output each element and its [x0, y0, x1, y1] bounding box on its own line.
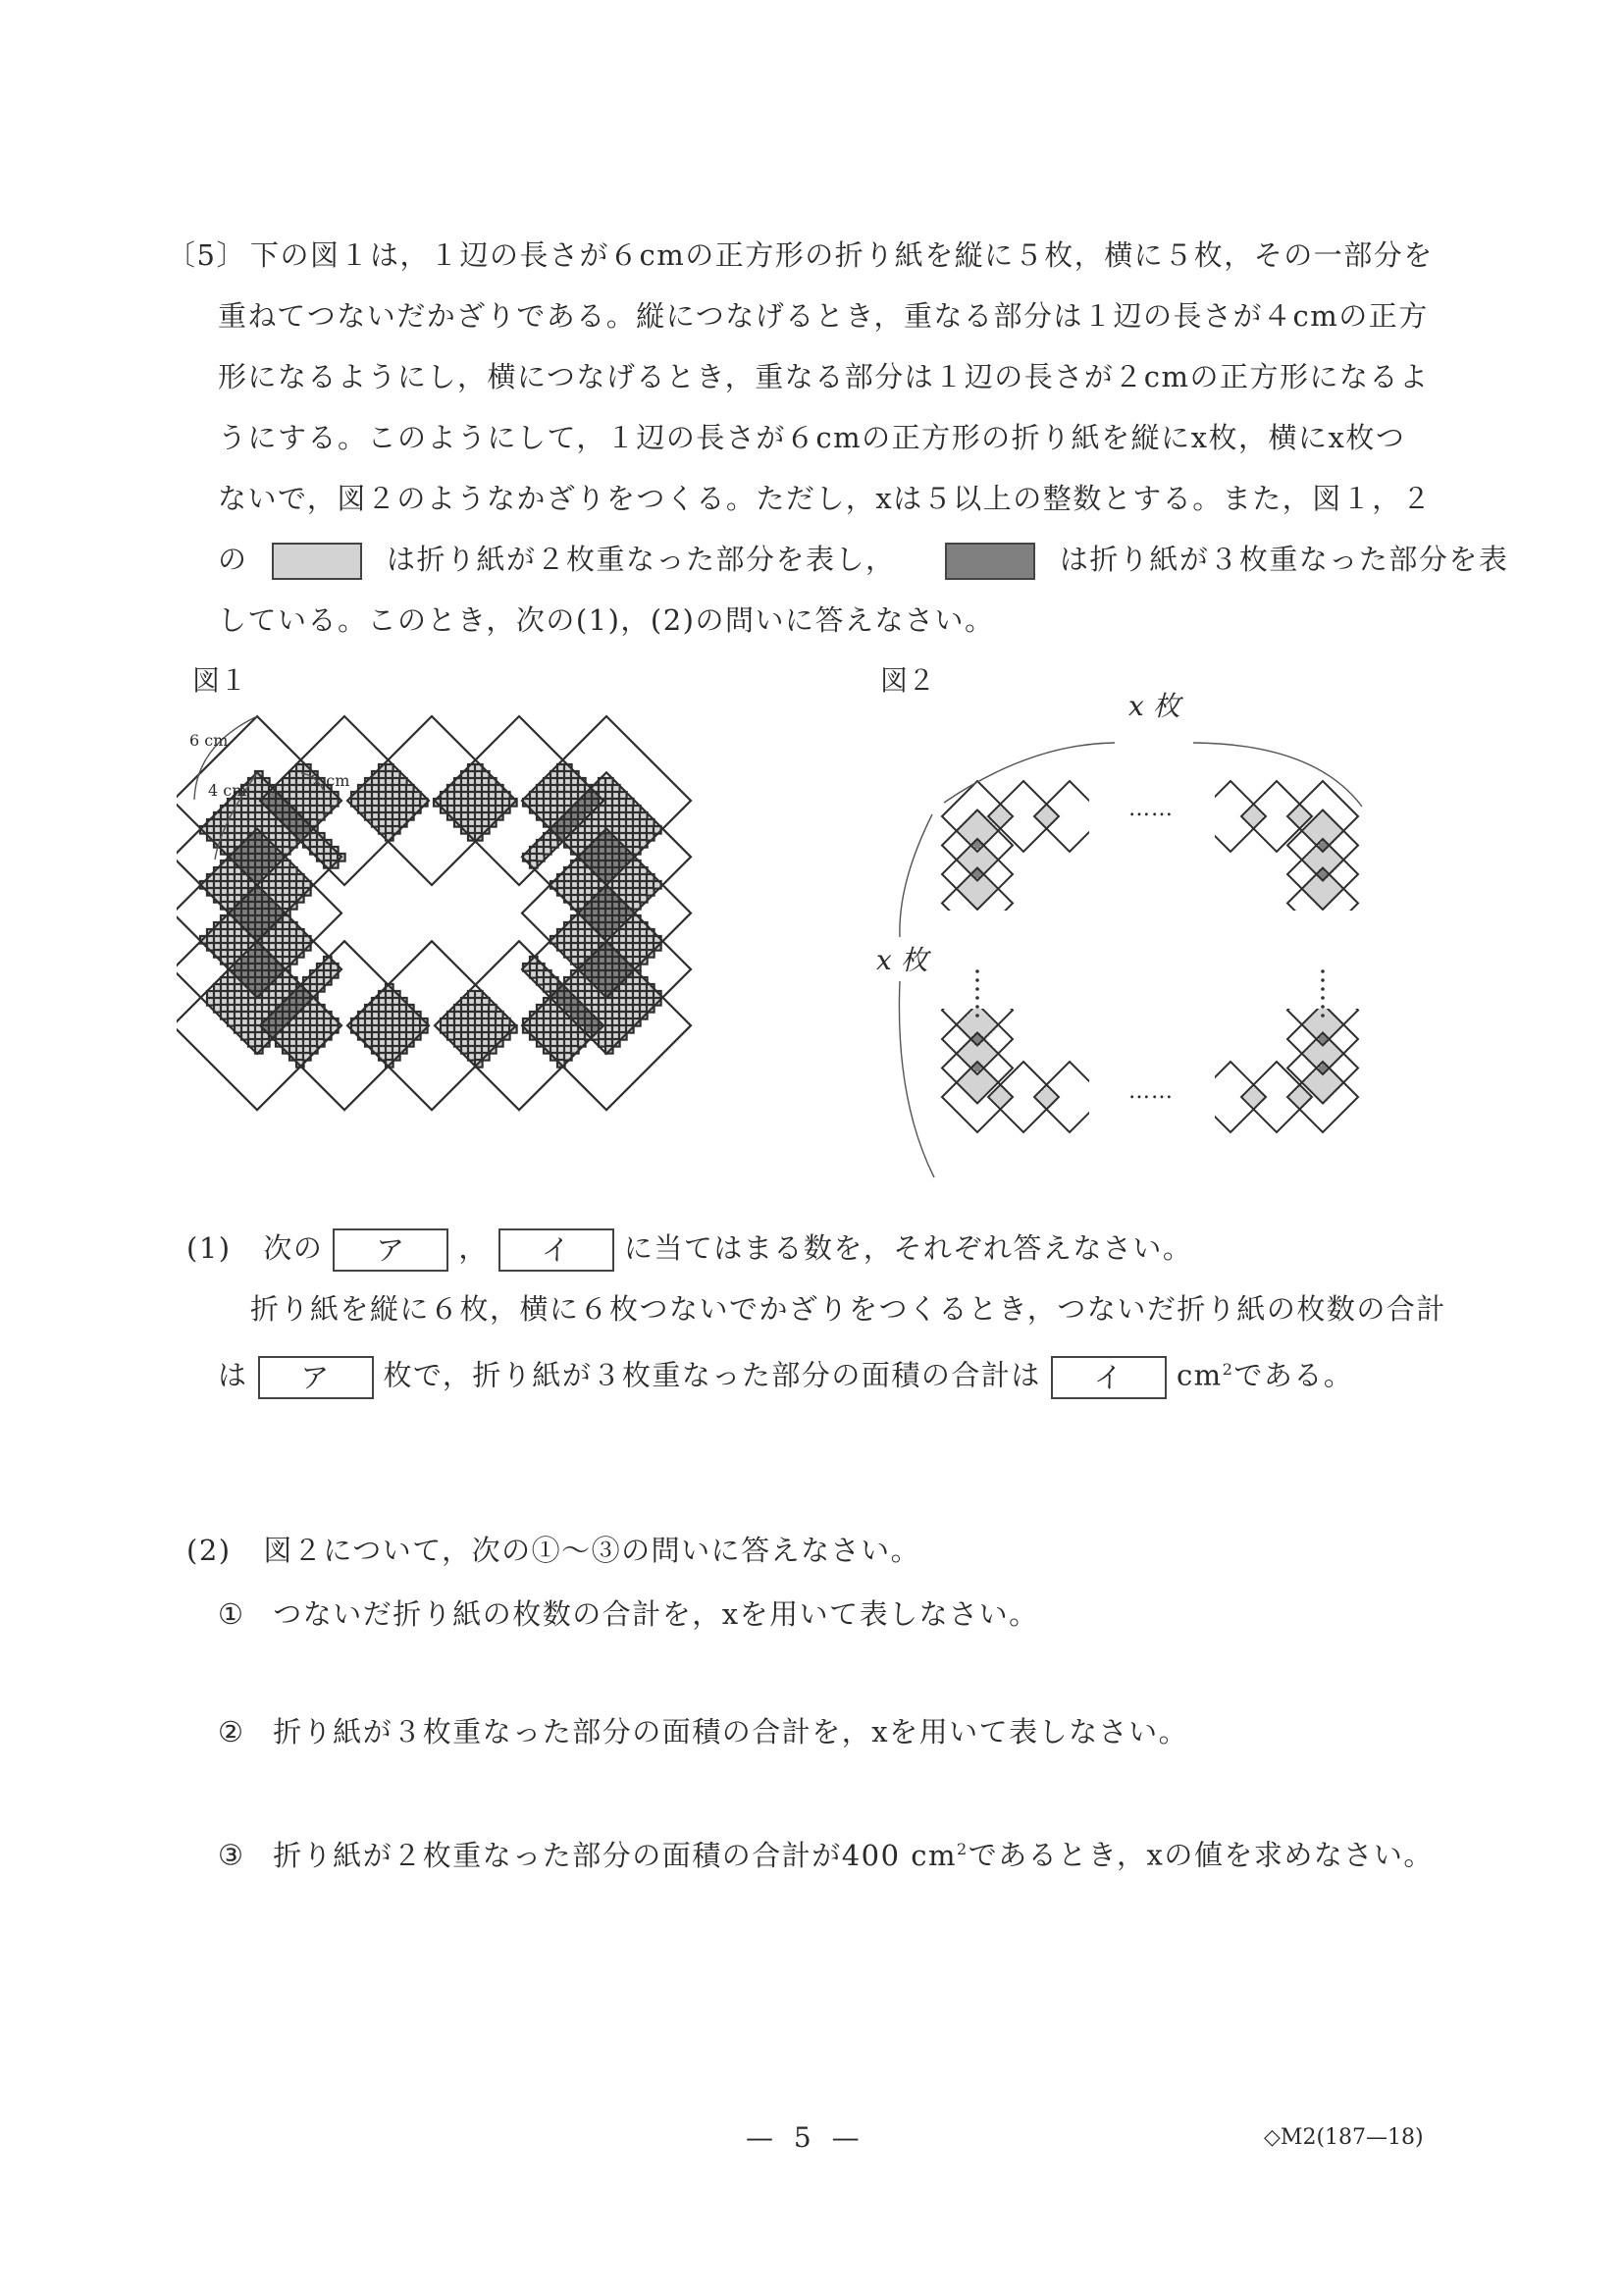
problem-number: 〔5〕 — [167, 238, 246, 272]
q2-item-1-mark: ① — [218, 1597, 245, 1631]
fig1-label-4cm: 4 cm — [208, 781, 247, 800]
q1-line3-pre: は — [218, 1358, 248, 1392]
answer-box-i[interactable]: イ — [498, 1228, 614, 1272]
intro-line-2: 重ねてつないだかざりである。縦につなげるとき，重なる部分は１辺の長さが４cmの正方 — [218, 299, 1429, 333]
q1-line-2: 折り紙を縦に６枚，横に６枚つないでかざりをつくるとき，つないだ折り紙の枚数の合計 — [250, 1292, 1446, 1326]
q1-lead: 次の — [263, 1231, 324, 1265]
q2-lead-line — [186, 1531, 920, 1570]
intro-line-3: 形になるようにし，横につなげるとき，重なる部分は１辺の長さが２cmの正方形になるよ — [218, 360, 1430, 393]
q2-item-2-mark: ② — [218, 1715, 245, 1748]
figure2-diagram — [864, 687, 1492, 1236]
q2-item-3-text-post: であるとき，xの値を求めなさい。 — [968, 1838, 1434, 1872]
q2-item-3-text-pre: 折り紙が２枚重なった部分の面積の合計が400 cm — [273, 1838, 958, 1872]
q1-unit-sup: 2 — [1222, 1360, 1234, 1379]
q1-line3-mid: 枚で，折り紙が３枚重なった部分の面積の合計は — [383, 1358, 1041, 1392]
q1-comma: ， — [458, 1231, 489, 1265]
fig1-label-6cm: 6 cm — [189, 731, 229, 750]
page-number: — 5 — — [746, 2121, 865, 2154]
fig1-label-2cm: 2 cm — [311, 771, 350, 790]
q2-item-1 — [218, 1594, 1039, 1634]
figure2-left-count: x 枚 — [876, 944, 928, 976]
intro-line-4: うにする。このようにして，１辺の長さが６cmの正方形の折り紙を縦にx枚，横にx枚つ — [218, 421, 1406, 454]
legend-prefix: の — [218, 543, 248, 576]
figure1-diagram — [177, 687, 864, 1119]
q1-number: (1) — [186, 1231, 232, 1265]
legend-two-layer-swatch — [272, 543, 362, 580]
figure2-bottom-ellipsis: …… — [1128, 1079, 1174, 1104]
intro-closing-line: している。このとき，次の(1)，(2)の問いに答えなさい。 — [218, 603, 995, 637]
legend-line — [218, 540, 1508, 580]
intro-line-1: 下の図１は，１辺の長さが６cmの正方形の折り紙を縦に５枚，横に５枚，その一部分を — [250, 238, 1434, 272]
legend-three-layer-swatch — [945, 543, 1035, 580]
q2-item-1-text: つないだ折り紙の枚数の合計を，xを用いて表しなさい。 — [273, 1597, 1039, 1631]
q1-line-3 — [218, 1350, 1353, 1399]
figure2-label: 図２ — [880, 664, 936, 697]
q2-item-3-sup: 2 — [957, 1840, 969, 1858]
q2-number: (2) — [186, 1534, 232, 1567]
legend-two-layer-text: は折り紙が２枚重なった部分を表し， — [386, 543, 896, 576]
q1-tail: に当てはまる数を，それぞれ答えなさい。 — [623, 1231, 1193, 1265]
q1-line-1 — [186, 1228, 1192, 1272]
exam-code: ◇M2(187—18) — [1264, 2125, 1424, 2150]
answer-box-a[interactable]: ア — [333, 1228, 448, 1272]
q2-item-2-text: 折り紙が３枚重なった部分の面積の合計を，xを用いて表しなさい。 — [273, 1715, 1189, 1748]
answer-box-i-inline[interactable]: イ — [1051, 1356, 1167, 1399]
q2-lead: 図２について，次の①～③の問いに答えなさい。 — [263, 1534, 921, 1567]
intro-line-5: ないで，図２のようなかざりをつくる。ただし，xは５以上の整数とする。また，図１，２ — [218, 482, 1433, 515]
q2-item-3 — [218, 1830, 1434, 1875]
q2-item-2 — [218, 1712, 1188, 1751]
legend-three-layer-text: は折り紙が３枚重なった部分を表 — [1059, 543, 1509, 576]
q1-unit: cm — [1176, 1358, 1223, 1392]
q1-line3-post: である。 — [1233, 1358, 1354, 1392]
q2-item-3-mark: ③ — [218, 1838, 245, 1872]
figure2-top-ellipsis: …… — [1128, 797, 1174, 821]
answer-box-a-inline[interactable]: ア — [258, 1356, 374, 1399]
figure1-label: 図１ — [192, 664, 248, 697]
figure2-top-count: x 枚 — [1128, 690, 1180, 722]
